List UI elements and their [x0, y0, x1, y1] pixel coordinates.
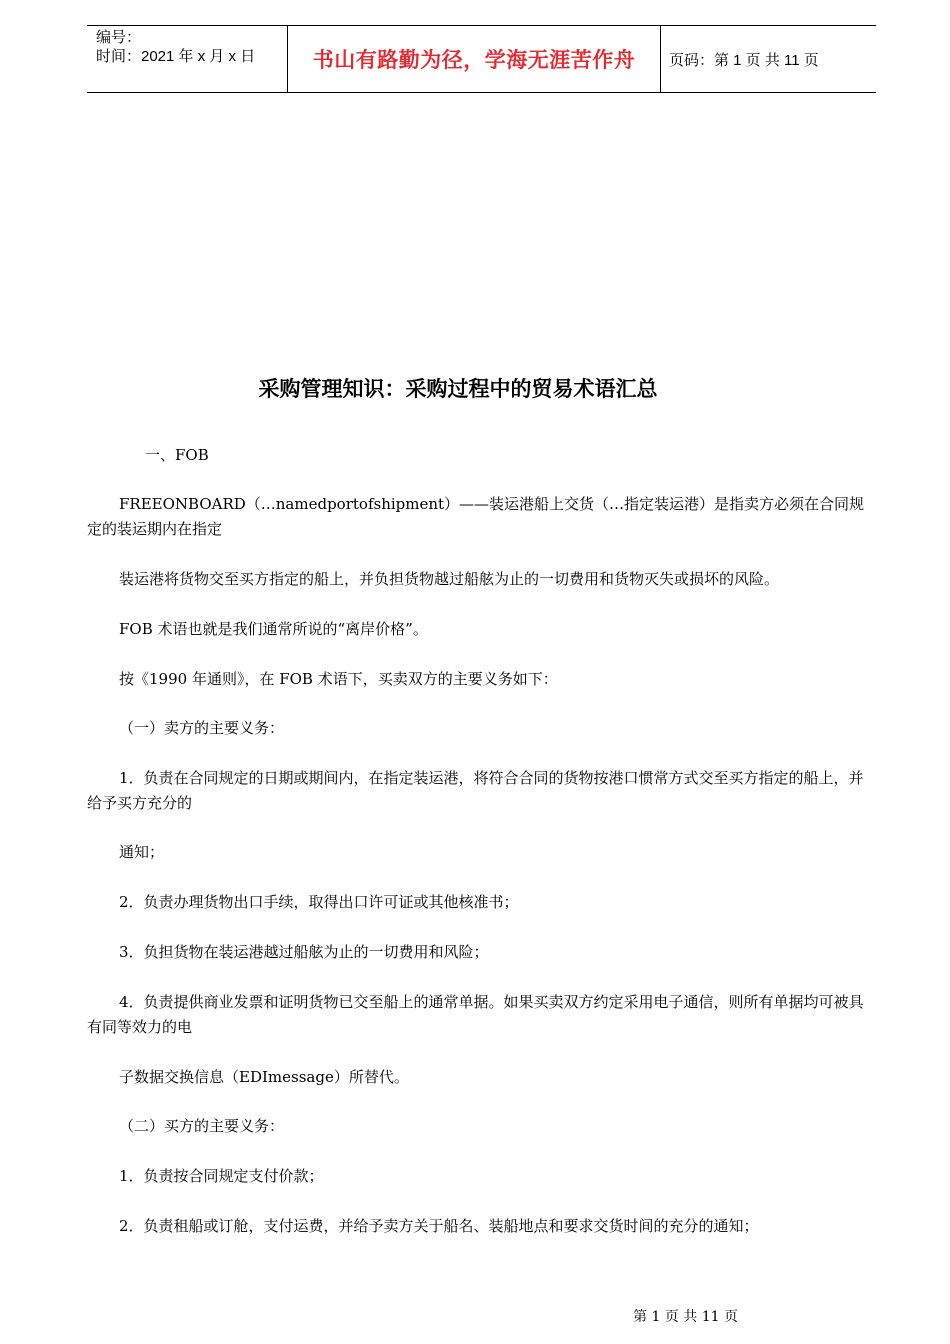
header-motto: 书山有路勤为径，学海无涯苦作舟 [312, 48, 636, 72]
document-header [87, 25, 876, 93]
header-page-code: 页码：第 1 页 共 11 页 [669, 51, 819, 69]
paragraph-incoterms: 按《1990 年通则》，在 FOB 术语下，买卖双方的主要义务如下： [119, 670, 558, 688]
list-item-seller-2: 2．负责办理货物出口手续，取得出口许可证或其他核准书； [119, 893, 519, 911]
section-heading-fob: 一、FOB [145, 446, 209, 464]
serial-number-label: 编号： [96, 29, 142, 46]
list-item-seller-4-cont: 子数据交换信息（EDImessage）所替代。 [119, 1068, 409, 1086]
list-item-buyer-1: 1．负责按合同规定支付价款； [119, 1167, 324, 1185]
list-item-seller-1-cont: 通知； [119, 843, 165, 861]
document-title: 采购管理知识：采购过程中的贸易术语汇总 [258, 377, 658, 401]
subheading-buyer-duties: （二）买方的主要义务： [119, 1117, 285, 1135]
list-item-seller-3: 3．负担货物在装运港越过船舷为止的一切费用和风险； [119, 943, 489, 961]
paragraph-text: FREEONBOARD（…namedportofshipment）——装运港船上交货（…指定装运港）是指卖方必须在合同规定的装运期内在指定 [87, 495, 865, 538]
list-item-buyer-2: 2．负责租船或订舱，支付运费，并给予卖方关于船名、装船地点和要求交货时间的充分的通知； [119, 1217, 759, 1235]
paragraph-fob-price: FOB 术语也就是我们通常所说的“离岸价格”。 [119, 620, 428, 638]
header-meta [87, 26, 287, 92]
list-item-seller-4: 4．负责提供商业发票和证明货物已交至船上的通常单据。如果买卖双方约定采用电子通信，则所有单据均可被具有同等效力的电 [87, 993, 864, 1036]
subheading-seller-duties: （一）卖方的主要义务： [119, 719, 285, 737]
paragraph-fob-risk: 装运港将货物交至买方指定的船上，并负担货物越过船舷为止的一切费用和货物灭失或损坏的风险。 [119, 570, 780, 588]
paragraph-fob-definition [87, 492, 877, 542]
footer-page-number: 第 1 页 共 11 页 [633, 1309, 738, 1325]
header-divider-right [660, 26, 661, 92]
date-label: 时间：2021 年 x 月 x 日 [96, 48, 256, 65]
list-item-seller-1: 1．负责在合同规定的日期或期间内，在指定装运港，将符合合同的货物按港口惯常方式交至买方指定的船上，并给予买方充分的 [87, 769, 864, 812]
